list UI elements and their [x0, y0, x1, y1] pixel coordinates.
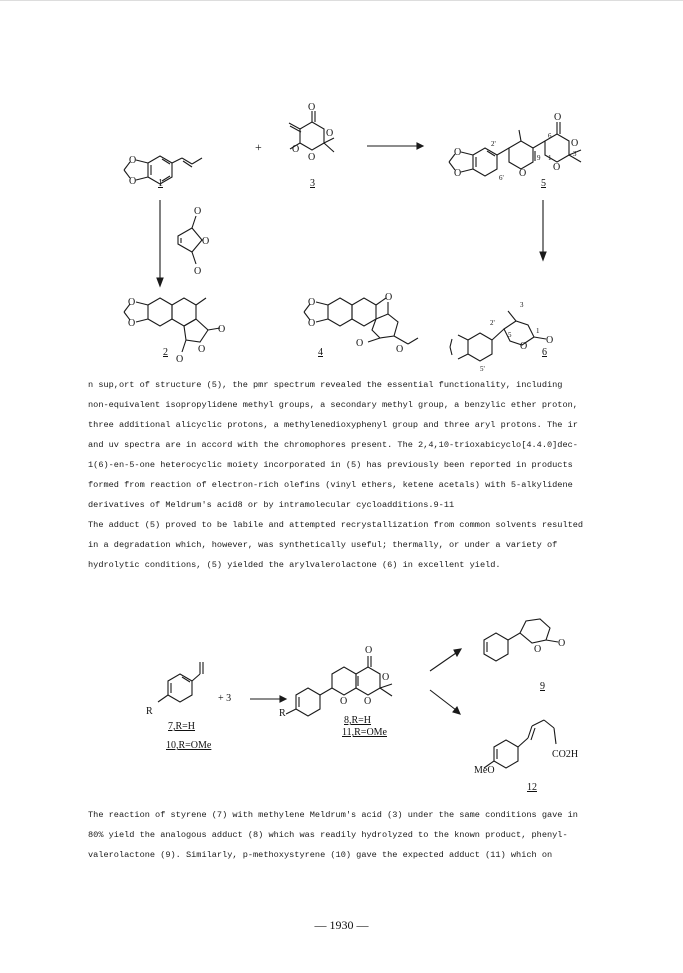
text-line: valerolactone (9). Similarly, p-methoxystyrene (10) gave the expected adduct (11) which on [88, 850, 553, 860]
structure-compound-9 [470, 610, 610, 680]
text-line: 80% yield the analogous adduct (8) which was readily hydrolyzed to the known product, phenyl- [88, 830, 568, 840]
structure-compound-2 [110, 280, 250, 370]
atom-num-9: 9 [537, 154, 541, 162]
svg-text:O: O [454, 168, 462, 179]
text-line: hydrolytic conditions, (5) yielded the arylvalerolactone (6) in excellent yield. [88, 560, 501, 570]
reaction-arrow-up [428, 645, 464, 675]
text-line: and uv spectra are in accord with the chromophores present. The 2,4,10-trioxabicyclo[4.4.0]dec- [88, 440, 578, 450]
structure-compound-4 [290, 280, 440, 370]
label-compound-2: 2 [163, 347, 168, 358]
svg-text:O: O [194, 266, 202, 277]
svg-text:O: O [129, 155, 137, 166]
text-line: derivatives of Meldrum's acid8 or by intramolecular cycloadditions.9-11 [88, 500, 455, 510]
svg-text:O: O [364, 696, 372, 707]
structure-compound-5 [435, 100, 595, 190]
label-compound-7: 7,R=H [168, 721, 196, 732]
svg-text:O: O [520, 341, 528, 352]
svg-text:O: O [534, 644, 542, 655]
atom6-num-2p: 2' [490, 319, 495, 327]
r-group-8: R [279, 708, 286, 719]
svg-text:O: O [308, 102, 316, 113]
structure-compound-12 [470, 720, 610, 790]
svg-text:O: O [308, 318, 316, 329]
svg-text:O: O [553, 162, 561, 173]
atom-num-6p: 6' [499, 174, 504, 182]
svg-text:O: O [396, 344, 404, 355]
svg-text:O: O [129, 176, 137, 187]
svg-text:O: O [202, 236, 210, 247]
structure-compound-6 [450, 285, 600, 375]
svg-text:O: O [454, 147, 462, 158]
svg-text:O: O [382, 672, 390, 683]
label-compound-4: 4 [318, 347, 323, 358]
plus-sign: + [255, 140, 262, 154]
atom-num-6: 6 [548, 132, 552, 140]
text-line: formed from reaction of electron-rich olefins (vinyl ethers, ketene acetals) with 5-alkylidene [88, 480, 573, 490]
label-compound-3: 3 [310, 178, 315, 189]
reaction-arrow-down [428, 688, 464, 718]
plus-3: + 3 [218, 693, 232, 704]
svg-text:O: O [176, 354, 184, 365]
svg-text:O: O [571, 138, 579, 149]
label-compound-1: 1 [158, 178, 163, 189]
svg-text:O: O [292, 144, 300, 155]
svg-text:O: O [546, 335, 554, 346]
svg-text:O: O [308, 297, 316, 308]
r-group-7: R [146, 706, 153, 717]
svg-text:O: O [558, 638, 566, 649]
label-compound-6: 6 [542, 347, 547, 358]
svg-text:O: O [519, 168, 527, 179]
atom-num-1: 1 [548, 154, 552, 162]
label-compound-8: 8,R=H [344, 715, 372, 726]
top-rule [0, 0, 683, 1]
body-paragraph-1 [88, 375, 648, 575]
label-compound-12: 12 [527, 782, 537, 793]
svg-text:O: O [218, 324, 226, 335]
text-line: n sup,ort of structure (5), the pmr spectrum revealed the essential functionality, including [88, 380, 563, 390]
atom6-num-1: 1 [536, 327, 540, 335]
label-compound-10: 10,R=OMe [166, 740, 212, 751]
svg-text:O: O [128, 297, 136, 308]
svg-text:O: O [308, 152, 316, 163]
label-compound-5: 5 [541, 178, 546, 189]
structure-compound-7 [140, 660, 220, 730]
atom-num-2p: 2' [491, 140, 496, 148]
svg-text:O: O [198, 344, 206, 355]
text-line: non-equivalent isopropylidene methyl groups, a secondary methyl group, a benzylic ether proton, [88, 400, 578, 410]
text-line: three additional alicyclic protons, a methylenedioxyphenyl group and three aryl protons. The ir [88, 420, 578, 430]
page-number: — 1930 — [314, 918, 369, 932]
reaction-arrow-down-right [535, 196, 555, 266]
atom6-num-5: 5 [508, 331, 512, 339]
atom-num-3: 3 [573, 150, 577, 158]
svg-text:O: O [365, 645, 373, 656]
reaction-arrow-right [365, 140, 425, 152]
atom6-num-5p: 5' [480, 365, 485, 373]
label-compound-9: 9 [540, 681, 545, 692]
svg-text:O: O [128, 318, 136, 329]
svg-text:O: O [385, 292, 393, 303]
svg-text:O: O [326, 128, 334, 139]
svg-text:O: O [340, 696, 348, 707]
structure-compound-3 [270, 100, 360, 180]
text-line: The adduct (5) proved to be labile and attempted recrystallization from common solvents resulted [88, 520, 584, 530]
svg-text:O: O [356, 338, 364, 349]
text-line: The reaction of styrene (7) with methylene Meldrum's acid (3) under the same conditions gave in [88, 810, 578, 820]
structure-compound-8 [280, 640, 420, 720]
svg-text:O: O [194, 206, 202, 217]
meo-group: MeO [474, 765, 495, 776]
svg-text:O: O [554, 112, 562, 123]
text-line: in a degradation which, however, was synthetically useful; thermally, or under a variety of [88, 540, 558, 550]
co2h-group: CO2H [552, 749, 579, 760]
body-paragraph-2 [88, 805, 648, 865]
label-compound-11: 11,R=OMe [342, 727, 387, 738]
atom6-num-3: 3 [520, 301, 524, 309]
text-line: 1(6)-en-5-one heterocyclic moiety incorporated in (5) has previously been reported in products [88, 460, 573, 470]
